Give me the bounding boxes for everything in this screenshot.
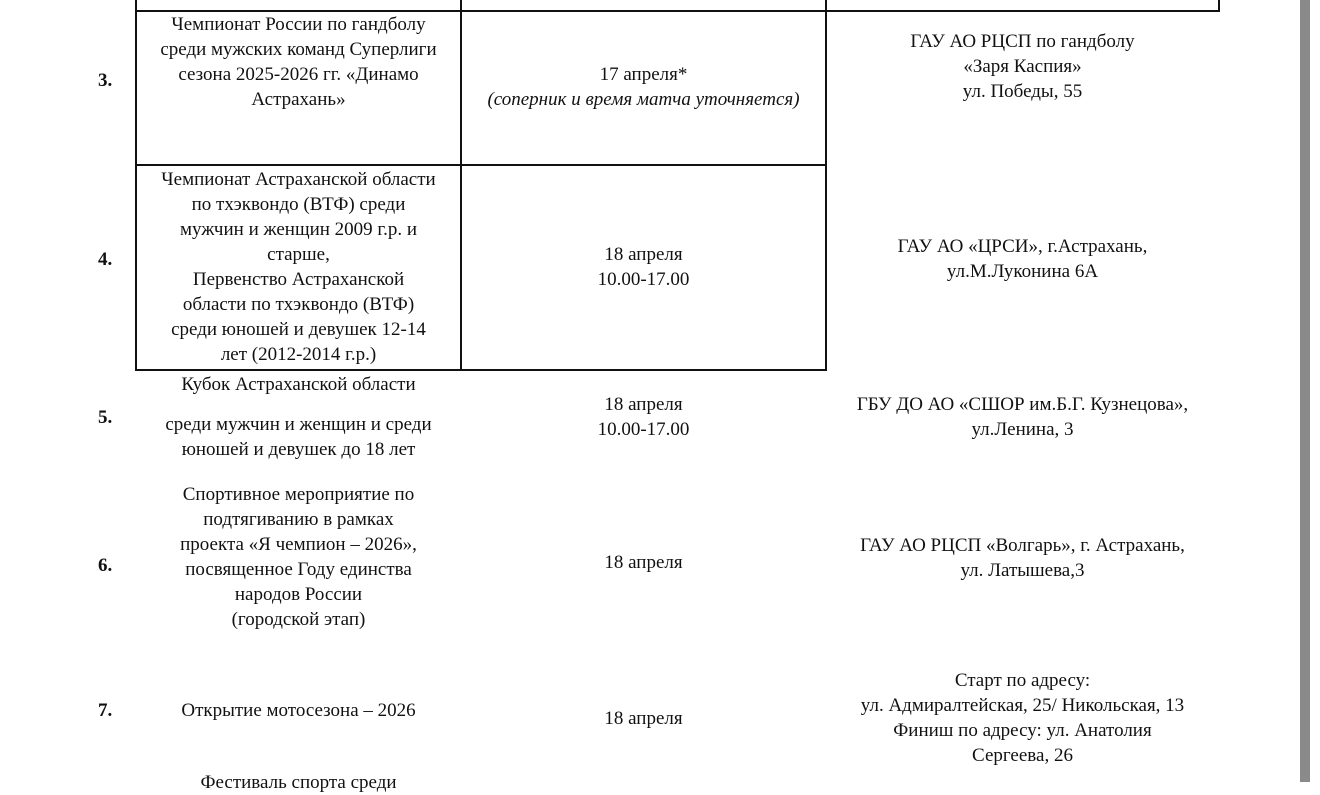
row-divider-4-5 xyxy=(135,369,827,371)
event-name: Спортивное мероприятие по подтягиванию в рамках проекта «Я чемпион – 2026», посвященное Году единства народов России (городской этап) xyxy=(180,484,417,630)
event-venue: ГАУ АО «ЦРСИ», г.Астрахань, ул.М.Луконина 6А xyxy=(897,236,1148,282)
event-venue: ГАУ АО РЦСП по гандболу «Заря Каспия» ул. Победы, 55 xyxy=(910,31,1135,102)
event-date: 18 апреля xyxy=(604,552,683,573)
event-date: 18 апреля 10.00-17.00 xyxy=(597,244,690,290)
table-border-right-top xyxy=(1218,0,1220,12)
row-number: 7. xyxy=(98,700,113,721)
event-venue: ГАУ АО РЦСП «Волгарь», г. Астрахань, ул. Латышева,3 xyxy=(860,535,1185,581)
viewer-scrollbar[interactable] xyxy=(1300,0,1310,782)
next-row-partial-text: Фестиваль спорта среди xyxy=(200,772,397,793)
row-number: 3. xyxy=(98,70,113,91)
event-name: Кубок Астраханской области среди мужчин и женщин и среди юношей и девушек до 18 лет xyxy=(165,374,432,460)
row-number: 6. xyxy=(98,555,113,576)
event-venue: Старт по адресу: ул. Адмиралтейская, 25/ Никольская, 13 Финиш по адресу: ул. Анатолия Сергеева, 26 xyxy=(860,670,1185,766)
event-date: 17 апреля* (соперник и время матча уточняется) xyxy=(487,64,800,110)
event-date: 18 апреля xyxy=(604,708,683,729)
row-number: 4. xyxy=(98,249,113,270)
event-venue: ГБУ ДО АО «СШОР им.Б.Г. Кузнецова», ул.Ленина, 3 xyxy=(856,394,1189,440)
table-divider-event-date xyxy=(460,0,462,371)
event-name: Чемпионат Астраханской области по тхэквондо (ВТФ) среди мужчин и женщин 2009 г.р. и старше, Первенство Астраханской области по тхэквондо (ВТФ) среди юношей и девушек 12-14 лет (2012-2014 г.р.) xyxy=(161,169,436,365)
row-divider-3-4 xyxy=(135,164,827,166)
event-name: Открытие мотосезона – 2026 xyxy=(181,700,416,721)
event-date: 18 апреля 10.00-17.00 xyxy=(597,394,690,440)
row-number: 5. xyxy=(98,407,113,428)
event-name: Чемпионат России по гандболу среди мужских команд Суперлиги сезона 2025-2026 гг. «Динамо Астрахань» xyxy=(160,14,437,110)
